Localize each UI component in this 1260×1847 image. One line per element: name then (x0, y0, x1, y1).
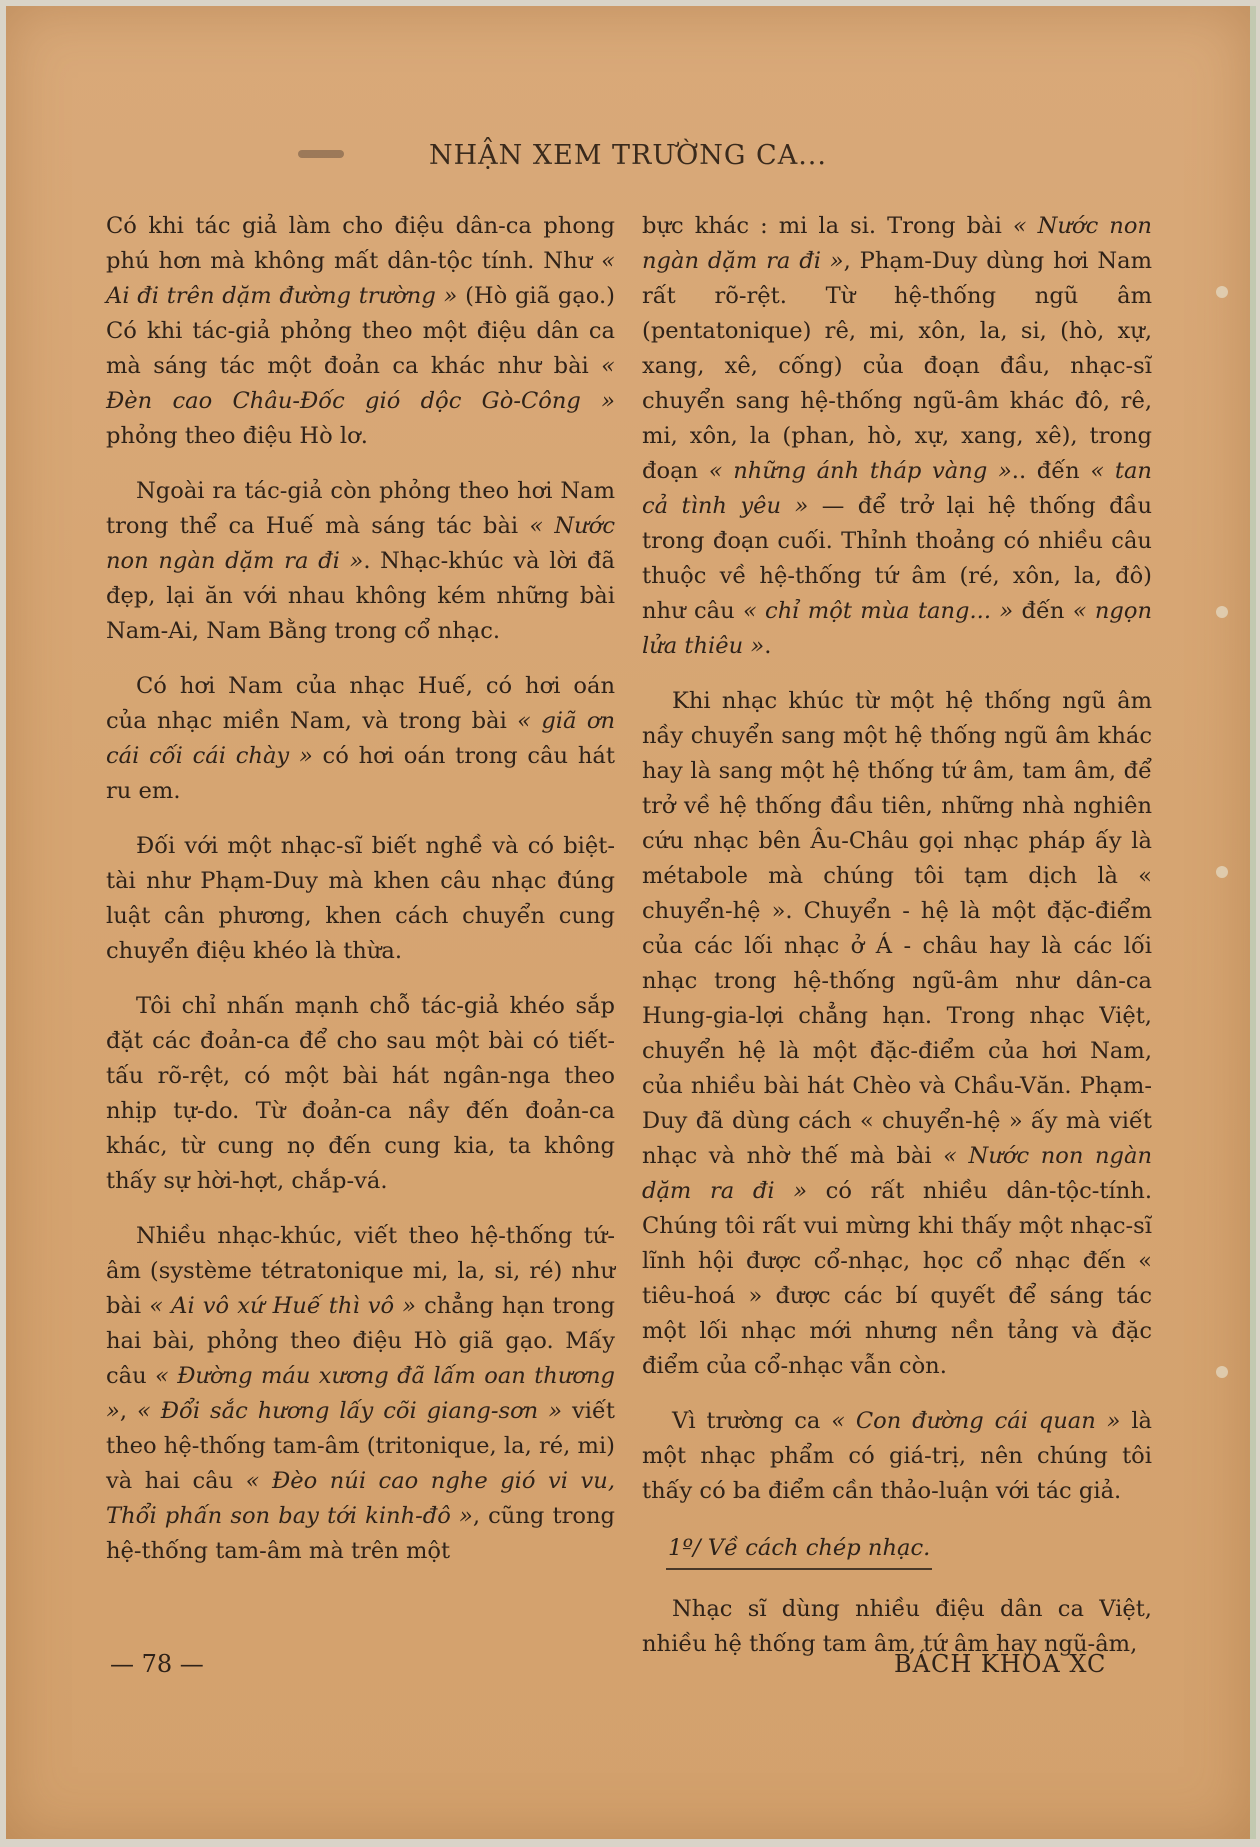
paragraph: Đối với một nhạc-sĩ biết nghề và có biệt-tài như Phạm-Duy mà khen câu nhạc đúng luật cân phương, khen cách chuyển cung chuyển điệu khéo là thừa. (106, 833, 615, 964)
running-header: NHẬN XEM TRƯỜNG CA... (429, 140, 827, 171)
song-title: « Đèn cao Châu-Đốc gió dộc Gò-Công » (106, 353, 615, 414)
paragraph (642, 1404, 1152, 1509)
text-run: , cũng trong hệ-thống tam-âm mà trên một (106, 1503, 615, 1564)
paragraph (106, 474, 615, 649)
text-run: — để trở lại hệ thống đầu trong đoạn cuối. Thỉnh thoảng có nhiều câu thuộc về hệ-thống tứ âm (ré, xôn, la, đô) như câu (642, 493, 1152, 624)
text-run: , (119, 1398, 137, 1424)
paragraph (642, 209, 1152, 664)
paragraph (106, 209, 615, 454)
lyric-quote: « những ánh tháp vàng » (708, 458, 1012, 484)
text-run: là một nhạc phẩm có giá-trị, nên chúng tôi thấy có ba điểm cần thảo-luận với tác giả. (642, 1408, 1153, 1504)
song-title: « Ai đi trên dặm đường trường » (106, 248, 615, 309)
text-run: .. đến (1011, 458, 1091, 484)
lyric-quote: « Đèo núi cao nghe gió vi vu, Thổi phấn son bay tới kinh-đô » (106, 1468, 616, 1529)
lyric-quote: « Đổi sắc hương lấy cõi giang-sơn » (136, 1398, 563, 1424)
text-run: , Phạm-Duy dùng hơi Nam rất rõ-rệt. Từ hệ-thống ngũ âm (pentatonique) rê, mi, xôn, la, si, (hò, xự, xang, xê, cống) của đoạn đầu, nhạc-sĩ chuyển sang hệ-thống ngũ-âm khác đô, rê, mi, xôn, la (phan, hò, xự, xang, xê), trong đoạn (642, 248, 1152, 484)
binding-hole (1216, 286, 1228, 298)
binding-hole (1216, 1366, 1228, 1378)
text-run: có rất nhiều dân-tộc-tính. Chúng tôi rất vui mừng khi thấy một nhạc-sĩ lĩnh hội được cổ-nhạc, học cổ nhạc đến « tiêu-hoá » được các bí quyết để sáng tác một lối nhạc mới nhưng nền tảng và đặc điểm của cổ-nhạc vẫn còn. (642, 1178, 1153, 1379)
paragraph: Nhạc sĩ dùng nhiều điệu dân ca Việt, nhiều hệ thống tam âm, tứ âm hay ngũ-âm, (642, 1596, 1152, 1657)
text-run: Có hơi Nam của nhạc Huế, có hơi oán của nhạc miền Nam, và trong bài (106, 673, 615, 734)
text-run: . (764, 633, 772, 659)
text-run: bực khác : mi la si. Trong bài (642, 213, 1013, 239)
paragraph (106, 1219, 615, 1569)
text-run: Nhiều nhạc-khúc, viết theo hệ-thống tứ-âm (système tétratonique mi, la, si, ré) như bài (106, 1223, 615, 1319)
text-run: . Nhạc-khúc và lời đã đẹp, lại ăn với nhau không kém những bài Nam-Ai, Nam Bằng trong cổ nhạc. (106, 548, 615, 644)
song-title: « Ai vô xứ Huế thì vô » (149, 1293, 417, 1319)
page-number: — 78 — (110, 1650, 204, 1678)
song-title: « giã ơn cái cối cái chày » (106, 708, 615, 769)
paragraph (642, 684, 1152, 1384)
right-column (642, 209, 1152, 1682)
text-run: (Hò giã gạo.) Có khi tác-giả phỏng theo một điệu dân ca mà sáng tác một đoản ca khác như bài (106, 283, 615, 379)
lyric-quote: « ngọn lửa thiêu » (642, 598, 1152, 659)
left-column (106, 209, 615, 1589)
text-run: Ngoài ra tác-giả còn phỏng theo hơi Nam trong thể ca Huế mà sáng tác bài (106, 478, 615, 539)
text-run: Vì trường ca (672, 1408, 832, 1434)
section-heading: 1º/ Về cách chép nhạc. (666, 1531, 932, 1570)
lyric-quote: « Đường máu xương đã lấm oan thương » (106, 1363, 616, 1424)
text-run: có hơi oán trong câu hát ru em. (106, 743, 615, 804)
paragraph: Tôi chỉ nhấn mạnh chỗ tác-giả khéo sắp đặt các đoản-ca để cho sau một bài có tiết-tấu rõ-rệt, có một bài hát ngân-nga theo nhịp tự-do. Từ đoản-ca nầy đến đoản-ca khác, từ cung nọ đến cung kia, ta không thấy sự hời-hợt, chắp-vá. (106, 993, 615, 1194)
text-run: phỏng theo điệu Hò lơ. (106, 423, 368, 449)
text-run: Khi nhạc khúc từ một hệ thống ngũ âm nầy chuyển sang một hệ thống ngũ âm khác hay là sang một hệ thống tứ âm, tam âm, để trở về hệ thống đầu tiên, những nhà nghiên cứu nhạc bên Âu-Châu gọi nhạc pháp ấy là métabole mà chúng tôi tạm dịch là « chuyển-hệ ». Chuyển - hệ là một đặc-điểm của các lối nhạc ở Á - châu hay là các lối nhạc trong hệ-thống ngũ-âm như dân-ca Hung-gia-lợi chẳng hạn. Trong nhạc Việt, chuyển hệ là một đặc-điểm của hơi Nam, của nhiều bài hát Chèo và Chầu-Văn. Phạm-Duy đã dùng cách « chuyển-hệ » ấy mà viết nhạc và nhờ thế mà bài (642, 688, 1152, 1169)
binding-hole (1216, 866, 1228, 878)
song-title: « Con đường cái quan » (831, 1408, 1121, 1434)
lyric-quote: « chỉ một mùa tang... » (742, 598, 1014, 624)
publication-name: BÁCH KHOA XC (894, 1650, 1107, 1678)
binding-hole (1216, 606, 1228, 618)
song-title: « Nước non ngàn dặm ra đi » (642, 1143, 1153, 1204)
magazine-page (6, 6, 1256, 1839)
text-run: chẳng hạn trong hai bài, phỏng theo điệu Hò giã gạo. Mấy câu (106, 1293, 616, 1389)
song-title: « Nước non ngàn dặm ra đi » (106, 513, 615, 574)
song-title: « Nước non ngàn dặm ra đi » (642, 213, 1152, 274)
paragraph (106, 669, 615, 809)
text-run: đến (1013, 598, 1073, 624)
text-run: Có khi tác giả làm cho điệu dân-ca phong phú hơn mà không mất dân-tộc tính. Như (106, 213, 615, 274)
text-run: viết theo hệ-thống tam-âm (tritonique, la, ré, mi) và hai câu (106, 1398, 615, 1494)
lyric-quote: « tan cả tình yêu » (642, 458, 1152, 519)
